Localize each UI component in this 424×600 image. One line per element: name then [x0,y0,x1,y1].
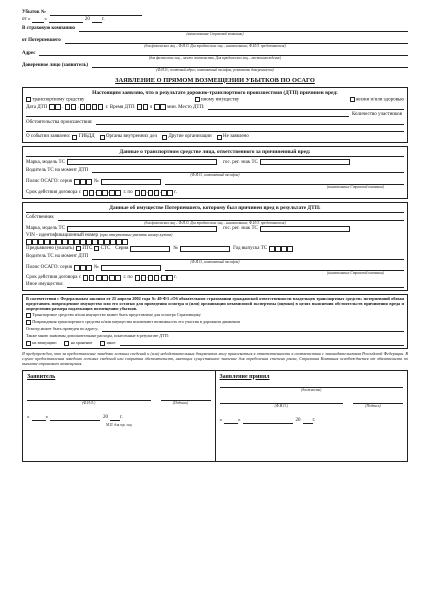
reported-other-label: Другие организации [168,134,212,140]
date-cell[interactable] [98,104,104,110]
applicant-year-field[interactable] [110,415,120,421]
vin-cell[interactable] [68,239,74,245]
culprit-series-cell[interactable] [74,179,80,185]
vin-cell[interactable] [26,239,32,245]
culprit-term-cell[interactable] [89,190,95,196]
place-label: мин. Место ДТП: [167,104,205,110]
date-label: Дата ДТП [26,104,48,110]
culprit-title: Данные о транспортном средстве лица, ответственного за причиненный вред: [26,149,404,157]
culprit-term-cell[interactable] [109,190,115,196]
incident-intro: Настоящим заявляю, что в результате дорожно-транспортного происшествия (ДТП) причинен вред: [92,89,338,96]
culprit-model-label: Марка, модель ТС [26,159,65,165]
receiver-year-prefix: 20 [295,418,301,423]
applicant-month-field[interactable] [50,415,100,421]
owner-field[interactable] [58,215,404,221]
applicant-year-prefix: 20 [103,414,108,420]
loss-header [22,10,142,23]
extra-costs-text: Также мною заявлены дополнительные расходы, понесенные в результате ДТП: [26,333,169,339]
loss-month-field[interactable] [49,17,83,23]
culprit-insurer-caption: (наименование Страховой компании) [326,184,384,189]
victim-series-cell[interactable] [80,265,86,271]
doc-series-field[interactable] [130,246,170,252]
victim-series-cell[interactable] [74,265,80,271]
other-property-label: Иное имущество: [26,282,64,288]
victim-label: от Потерпевшего [22,38,61,44]
signature-section [22,370,408,462]
culprit-term-cell[interactable] [115,190,121,196]
vin-cell[interactable] [104,239,110,245]
culprit-series-cell[interactable] [86,179,92,185]
doc-pts-label: ПТС [82,245,93,251]
loss-year-suffix: г. [101,17,105,23]
culprit-driver-label: Водитель ТС на момент ДТП [26,167,89,173]
inspect-address-label: Осмотр может быть проведен по адресу: [26,326,99,332]
insurer-label: В страховую компанию [22,26,75,32]
minute-cell[interactable] [154,104,160,110]
extra-storage-label: на хранение [70,339,93,345]
vehicle-year-cell[interactable] [269,246,275,252]
time-label: г. Время ДТП [105,104,135,110]
victim-term-cell[interactable] [115,275,121,281]
victim-term-year: г. [174,275,177,281]
doc-no-field[interactable] [180,246,230,252]
date-cell[interactable] [86,104,92,110]
inspect-damaged-checkbox[interactable] [26,320,31,325]
victim-property-title: Данные об имуществе Потерпевшего, которому был причинен вред в результате ДТП: [26,205,404,213]
circumstances-label: Обстоятельства происшествия: [26,119,93,125]
victim-caption: (для физических лиц – Ф.И.О. Для юридических лиц – наименование, Ф.И.О. представителя) [144,44,286,49]
reported-label: О событии заявлено: [26,134,71,140]
vin-cell[interactable] [62,239,68,245]
form-title: ЗАЯВЛЕНИЕ О ПРЯМОМ ВОЗМЕЩЕНИИ УБЫТКОВ ПО ОСАГО [115,76,315,84]
victim-driver-label: Водитель ТС на момент ДТП [26,253,89,259]
doc-no-label: № [173,245,179,251]
applicant-sign-caption: (Подпись) [172,400,189,405]
reported-gibdd-checkbox[interactable] [72,135,77,140]
receiver-block [215,371,408,461]
victim-term-to: г. по [123,275,133,281]
vin-cell[interactable] [56,239,62,245]
receiver-year-suffix: г. [312,418,316,423]
opt-vehicle-checkbox[interactable] [26,97,31,102]
vin-cells [26,239,404,245]
culprit-term-cell[interactable] [135,190,141,196]
culprit-series-cell[interactable] [80,179,86,185]
incident-section: Настоящим заявляю, что в результате дорожно-транспортного происшествия (ДТП) причинен вред: транспортному средству иному имуществу жизни и/или здоровью Дата ДТП . . г. Время ДТП ч мин. Место ДТП: Количество участников Обстоятельства происшествия: О событии заявлено: ГИБДД Органы внутренних дел Другие организации Не заявлено [22,87,408,143]
proxy-label: Доверенное лицо (заявитель) [22,62,89,68]
other-property-field[interactable] [67,282,404,288]
receiver-fio-caption: (Ф.И.О.) [274,403,288,408]
date-cell[interactable] [71,104,77,110]
culprit-driver-field[interactable] [92,167,404,173]
victim-term-cell[interactable] [89,275,95,281]
vehicle-year-cell[interactable] [287,246,293,252]
extra-storage-checkbox[interactable] [64,341,69,346]
vin-cell[interactable] [44,239,50,245]
culprit-model-field[interactable] [67,159,217,165]
inspect-address-field[interactable] [102,326,404,332]
reported-police-label: Органы внутренних дел [105,134,158,140]
stamp-caption: М.П. для юр. лиц [105,422,132,427]
address-label: Адрес [22,50,36,56]
date-cell[interactable] [92,104,98,110]
culprit-term-cell[interactable] [141,190,147,196]
culprit-term-to: г. по [123,189,133,195]
victim-driver-caption: (Ф.И.О., контактный телефон) [190,259,240,264]
victim-property-section [22,202,408,291]
victim-term-cell[interactable] [109,275,115,281]
legal-text: В соответствии с Федеральным законом от 25 апреля 2002 года № 40-ФЗ «Об обязательном страховании гражданской ответственности владельцев транспортных средств» потерпевший обязан представить поврежденное имущество или его остатки для проведения осмотра и (или) организации независимой экспертизы (оценки) в целях выяснения обстоятельств причинения вреда и определения размера подлежащих возмещению убытков. [26,295,404,311]
loss-no-label: Убыток № [22,10,46,16]
culprit-driver-caption: (Ф.И.О., контактный телефон) [190,173,240,178]
victim-insurer-caption: (наименование Страховой компании) [326,270,384,275]
receiver-position-caption: (должность) [301,387,322,392]
circumstances-field[interactable] [96,119,404,125]
opt-property-label: иному имуществу [200,97,240,103]
victim-term-cell[interactable] [135,275,141,281]
receiver-date-close: » [238,418,241,423]
vin-cell[interactable] [92,239,98,245]
victim-term-cell[interactable] [83,275,89,281]
culprit-term-cell[interactable] [154,190,160,196]
vin-cell[interactable] [98,239,104,245]
vin-cell[interactable] [116,239,122,245]
footer-note: Я предупрежден, что за предоставление заведомо ложных сведений и (или) недействительных документов могу привлекаться к ответственности в соответствии с законодательством Российской Федерации. В случае предоставления заведомо ложных сведений или сокрытия обстоятельств, имеющих существенное значение для определения степени риска, Страховая Компания освобождается от обязательств по выплате страхового возмещения. [22,351,408,366]
applicant-day-field[interactable] [32,415,46,421]
culprit-term-cell[interactable] [161,190,167,196]
culprit-term-cell[interactable] [167,190,173,196]
victim-term-cell[interactable] [154,275,160,281]
culprit-policy-label: Полис ОСАГО: серия [26,178,73,184]
hour-label: ч [149,104,153,110]
vin-label: VIN - идентификационный номер [26,232,98,238]
victim-term-cell[interactable] [141,275,147,281]
proxy-caption: (Ф.И.О.; почтовый адрес; контактный телефон; реквизиты доверенности) [156,68,274,73]
doc-label: Предъявлено (указать) [26,245,75,251]
extra-other-field[interactable] [120,340,404,346]
receiver-year-field[interactable] [303,418,313,424]
applicant-fio-caption: (Ф.И.О.) [82,400,96,405]
loss-year-field[interactable] [92,17,102,23]
culprit-term-year: г. [174,189,177,195]
receiver-month-field[interactable] [243,418,293,424]
applicant-block [23,371,215,461]
receiver-title: Заявление принял [219,373,270,380]
reported-none-checkbox[interactable] [217,135,222,140]
vin-cell[interactable] [80,239,86,245]
doc-sts-checkbox[interactable] [94,246,99,251]
extra-other-label: иное: [106,339,117,345]
loss-year-prefix: 20 [84,17,90,23]
vin-cell[interactable] [110,239,116,245]
owner-caption: (для физических лиц – Ф.И.О. Для юридических лиц – наименование, Ф.И.О. представителя) [144,220,286,225]
receiver-date-open: « [219,418,222,423]
opt-health-label: жизни и/или здоровью [355,97,404,103]
loss-date-prefix: от « [22,17,31,23]
culprit-term-cell[interactable] [83,190,89,196]
inspect-possible-checkbox[interactable] [26,313,31,318]
count-label: Количество участников [351,111,402,117]
victim-term-cell[interactable] [102,275,108,281]
victim-policy-no-label: № [94,264,99,270]
culprit-reg-field[interactable] [260,159,350,165]
reported-none-label: Не заявлено [222,134,249,140]
parties-block [22,26,408,73]
culprit-policy-no-label: № [94,178,99,184]
doc-sts-label: СТС [100,245,111,251]
opt-vehicle-label: транспортному средству [32,97,85,103]
extra-other-checkbox[interactable] [100,341,105,346]
receiver-position-field[interactable] [220,382,404,388]
date-cell[interactable] [80,104,86,110]
hour-cell[interactable] [143,104,149,110]
reported-police-checkbox[interactable] [100,135,105,140]
extra-evacuation-label: на эвакуацию [32,339,57,345]
victim-term-cell[interactable] [161,275,167,281]
legal-section [22,294,408,349]
culprit-insurer-field[interactable] [165,179,404,185]
address-caption: (для физических лиц – место жительства. Для юридических лиц – местонахождение) [148,56,282,61]
inspect-possible-label: Транспортное средство и/или имущество может быть представлено для осмотра Страховщику [32,312,201,318]
culprit-term-label: Срок действия договора с [26,189,81,195]
victim-term-label: Срок действия договора с [26,275,81,281]
vin-cell[interactable] [38,239,44,245]
loss-date-mid: » [44,17,47,23]
reported-gibdd-label: ГИБДД [78,134,95,140]
culprit-section [22,146,408,198]
victim-policy-label: Полис ОСАГО: серия [26,264,73,270]
owner-label: Собственник [26,215,54,221]
vin-cell[interactable] [122,239,128,245]
date-cell[interactable] [65,104,71,110]
place-field-2[interactable] [26,111,349,117]
victim-model-label: Марка, модель ТС [26,226,65,232]
insurer-caption: (наименование Страховой компании) [186,32,244,36]
vin-cell[interactable] [74,239,80,245]
culprit-term-cell[interactable] [96,190,102,196]
loss-no-field[interactable] [50,10,142,16]
date-cell[interactable] [49,104,55,110]
reported-other-checkbox[interactable] [162,135,167,140]
culprit-term-cell[interactable] [148,190,154,196]
vin-note: (при отсутствии указать номер кузова) [99,232,173,238]
victim-policy-no-field[interactable] [101,265,161,271]
opt-health-checkbox[interactable] [350,97,355,102]
victim-insurer-field[interactable] [165,265,404,271]
inspect-damaged-label: Повреждения транспортного средства и/или имущества исключают возможность его участия в дорожном движении [32,319,240,324]
applicant-title: Заявитель [27,373,56,380]
vin-cell[interactable] [50,239,56,245]
culprit-policy-no-field[interactable] [101,179,161,185]
victim-reg-field[interactable] [260,226,350,232]
victim-model-field[interactable] [67,226,217,232]
opt-property-checkbox[interactable] [195,97,200,102]
victim-series-cell[interactable] [86,265,92,271]
applicant-date-close: » [45,414,48,420]
vin-cell[interactable] [86,239,92,245]
loss-day-field[interactable] [32,17,44,23]
vehicle-year-cell[interactable] [275,246,281,252]
vehicle-year-label: Год выпуска ТС [233,245,268,251]
vehicle-year-cell[interactable] [281,246,287,252]
date-cell[interactable] [55,104,61,110]
culprit-reg-label: гос. рег. знак ТС [222,159,258,165]
doc-series-label: Серия [115,245,129,251]
victim-term-cell[interactable] [167,275,173,281]
receiver-sign-caption: (Подпись) [365,403,381,408]
culprit-term-cell[interactable] [102,190,108,196]
hour-cell[interactable] [137,104,143,110]
victim-term-cell[interactable] [148,275,154,281]
doc-pts-checkbox[interactable] [76,246,81,251]
minute-cell[interactable] [160,104,166,110]
applicant-year-suffix: г. [120,414,123,420]
extra-evacuation-checkbox[interactable] [26,341,31,346]
victim-term-cell[interactable] [96,275,102,281]
victim-driver-field[interactable] [92,254,404,260]
vin-cell[interactable] [32,239,38,245]
circumstances-field-2[interactable] [26,126,404,132]
receiver-day-field[interactable] [224,418,238,424]
place-field[interactable] [208,104,404,110]
victim-reg-label: гос. рег. знак ТС [222,226,258,232]
applicant-date-open: « [27,414,30,420]
